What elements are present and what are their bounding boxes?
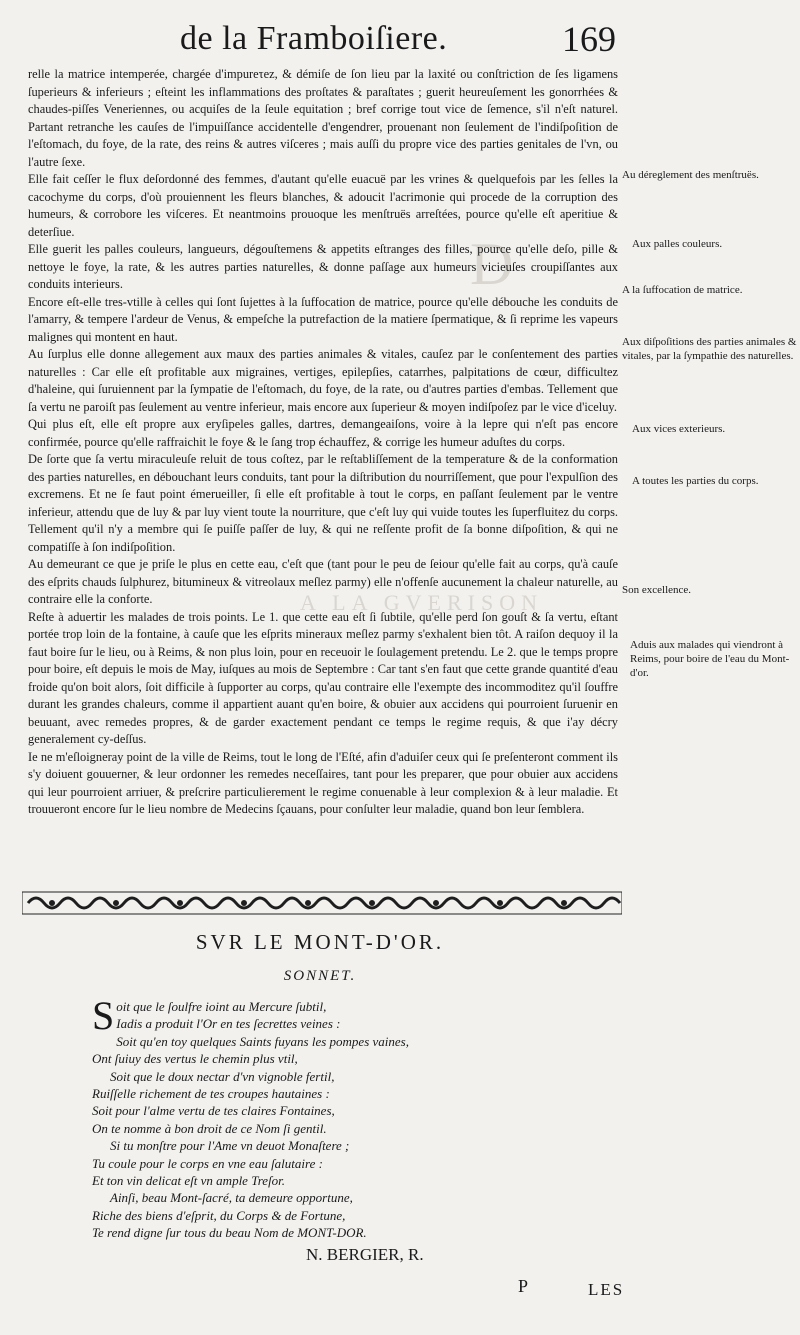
drop-cap: S — [92, 993, 115, 1038]
margin-note: Au déreglement des menſtruës. — [622, 169, 759, 181]
sonnet-title: SVR LE MONT-D'OR. — [195, 930, 445, 954]
sonnet-line: Si tu monſtre pour l'Ame vn deuot Monaſtere ; — [110, 1138, 350, 1154]
paragraph: Reſte à aduertir les malades de trois points. Le 1. que cette eau eſt ſi ſubtile, qu'elle perd ſon gouſt & ſa vertu, eſtant portée trop loin de la fontaine, à cauſe que les eſprits mineraux meſlez parmy s'exhalent bien tôt. A raiſon dequoy il la faut boire ſur le lieu, ou à Reims, & non plus loin, pour en receuoir le ſoulagement pretendu. Le 2. que le temps propre pour boire, eſt depuis le mois de May, iuſques au mois de Septembre : Car tant s'en faut que cette grande quantité d'eau froide qu'on boit alors, ſoit difficile à ſupporter au corps, qu'au contraire elle l'exempte des incommoditez qu'il ſouffre durant les grandes chaleurs, comme il appartient auant qu'en boire, & obuier aux accidens qui pourroient ſuruenir en beuuant, avec remedes propres, & de garder exactement pendant ce temps le regime requis, & que i'ay décry generalement cy-deſſus. — [28, 609, 618, 746]
paragraph: Qui plus eſt, elle eſt propre aux eryſipeles galles, dartres, demangeaiſons, voire à la lepre qui n'eſt pas encore confirmée, pource qu'elle raffraichit le foye & le ſang trop échauffez, & corrige les humeur aduſtes du corps. — [28, 417, 618, 449]
running-head: de la Framboiſiere. — [180, 20, 448, 57]
paragraph: Encore eſt-elle tres-vtille à celles qui ſont ſujettes à la ſuffocation de matrice, pource qu'elle débouche les conduits de l'amarry, & tempere l'ardeur de Venus, & empeſche la putrefaction de la matiere ſpermatique, & ſi reprime les vapeurs malignes qui montent en haut. — [28, 294, 618, 344]
paragraph: Au demeurant ce que je priſe le plus en cette eau, c'eſt que (tant pour le peu de ſeiour qu'elle fait au corps, qu'à cauſe des eſprits chauds ſulphurez, bitumineux & vitreolaux meſlez parmy) elle n'offenſe aucunement la chaleur naturelle, au contraire elle la conforte. — [28, 557, 618, 606]
sonnet-line: Te rend digne ſur tous du beau Nom de MONT-DOR. — [92, 1225, 367, 1241]
ornament-graphic — [22, 888, 622, 918]
margin-note: A toutes les parties du corps. — [632, 475, 759, 487]
paragraph: Elle fait ceſſer le flux deſordonné des femmes, d'autant qu'elle euacuë par les vrines & quelquefois par les ſelles la cacochyme du corps, d'où prouiennent les fleurs blanches, & adoucit l'acrimonie qui procede de la corruption des humeurs, & corrobore les viſceres. Et neantmoins prouoque les menſtruës arreſtées, pource qu'elle eſt aperitiue & deterſiue. — [28, 172, 618, 239]
ornamental-band — [22, 888, 622, 918]
margin-note: Aduis aux malades qui viendront à Reims, pour boire de l'eau du Mont-d'or. — [630, 639, 790, 679]
sonnet-line: Soit qu'en toy quelques Saints fuyans les pompes vaines, — [116, 1033, 409, 1049]
signature-mark: P — [518, 1276, 529, 1296]
sonnet-line: Tu coule pour le corps en vne eau ſalutaire : — [92, 1155, 323, 1171]
paragraph: Elle guerit les palles couleurs, langueurs, dégouſtemens & appetits eſtranges des filles, pource qu'elle deſo, pille & nettoye le foye, la rate, & les autres parties naturelles, & donne paſſage aux humeurs vicieuſes croupiſſantes aux conduits interieurs. — [28, 242, 618, 291]
paragraph: relle la matrice intemperée, chargée d'impureτez, & démiſe de ſon lieu par la laxité ou conſtriction de ſes ligamens ſuperieurs & inferieurs ; eſteint les inflammations des proſtates & paraſtates ; guerit heureuſement les gonorrhées & chaudes-piſſes Veneriennes, ou acquiſes de la ſeule equitation ; bref corrige tout vice de ſemence, s'il n'eſt naturel. Partant retranche les cauſes de l'impuiſſance accidentelle d'engendrer, prouenant non ſeulement de l'indiſpoſition de l'eſtomach, du foye, de la rate, des reins & autres viſceres ; mais auſſi du propre vice des parties genitales de l'vn, ou l'autre ſexe. — [28, 67, 618, 169]
paragraph: Au ſurplus elle donne allegement aux maux des parties animales & vitales, cauſez par le conſentement des parties naturelles : Car elle eſt profitable aux migraines, vertiges, epilepſies, catarrhes, palpitations de cœur, difficultez d'haleine, qui ſuruiennent par la ſympatie de l'eſtomach, du foye, de la rate, ou d'autres parties d'embas. Tellement que ſa vertu ne paroiſt pas ſeulement au ventre inferieur, mais encore aux ſuperieur & moyen indiſpoſez par le vice d'iceluy. — [28, 347, 618, 414]
sonnet-line: Ruiſſelle richement de tes croupes hautaines : — [92, 1086, 330, 1102]
bleed-through-text: A LA GVERISON — [300, 590, 544, 615]
catchword: LES — [588, 1280, 625, 1299]
sonnet-signature: N. BERGIER, R. — [306, 1245, 424, 1264]
sonnet-line: Ont ſuiuy des vertus le chemin plus vtil, — [92, 1051, 298, 1067]
body-text — [28, 66, 618, 819]
margin-note: Aux diſpoſitions des parties animales & vitales, par la ſympathie des naturelles. — [622, 336, 797, 362]
margin-note: A la ſuffocation de matrice. — [622, 284, 743, 296]
sonnet-line: Ainſi, beau Mont-ſacré, ta demeure opportune, — [110, 1190, 353, 1206]
sonnet-line: Soit que le doux nectar d'vn vignoble fertil, — [110, 1068, 335, 1084]
sonnet-body — [92, 993, 612, 1242]
sonnet-line: Iadis a produit l'Or en tes ſecrettes veines : — [116, 1016, 341, 1032]
sonnet-line: On te nomme à bon droit de ce Nom ſi gentil. — [92, 1120, 327, 1136]
margin-note: Aux vices exterieurs. — [632, 423, 726, 435]
sonnet-line: oit que le ſoulfre ioint au Mercure ſubtil, — [116, 999, 327, 1014]
sonnet-label: SONNET. — [283, 968, 357, 984]
bleed-through-text: D — [470, 231, 514, 297]
paragraph: Ie ne m'eſloigneray point de la ville de Reims, tout le long de l'Eſté, afin d'aduiſer ceux qui ſe preſenteront comment ils s'y doiuent gouuerner, & leur ordonner les remedes neceſſaires, tant pour les preparer, que pour obuier aux accidens qui leur pourroient arriuer, & preſcrire particulierement le regime conuenable à leur complexion & à leur maladie. Et trouueront encore ſur le lieu nombre de Medecins ſçauans, pour conſulter leur maladie, quand bon leur ſemblera. — [28, 749, 618, 816]
sonnet-line: Et ton vin delicat eſt vn ample Treſor. — [92, 1173, 286, 1189]
sonnet-line: Riche des biens d'eſprit, du Corps & de Fortune, — [92, 1207, 346, 1223]
margin-note: Aux palles couleurs. — [632, 238, 723, 250]
paragraph: De ſorte que ſa vertu miraculeuſe reluit de tous coſtez, par le reſtabliſſement de la temperature & de la conformation des parties naturelles, en débouchant leurs conduits, tant pour la diſtribution du nourriſſement, que pour l'expulſion des excremens. Et ne ſe faut point émerueiller, ſi elle eſt profitable à tout le corps, en paſſant ſeulement par le ventre inferieur, attendu que de luy & par luy vient toute la nourriture, que c'eſt luy qui vuide toutes les ſuperfluitez du corps. Tellement qu'il n'y a membre qui ſe puiſſe paſſer de luy, & qui ne reſſente profit de ſa bonne diſpoſition, & qui ne compatiſſe à ſon indiſpoſition. — [28, 452, 618, 554]
margin-note: Son excellence. — [622, 584, 692, 596]
sonnet-line: Soit pour l'alme vertu de tes claires Fontaines, — [92, 1103, 335, 1119]
page-number: 169 — [562, 19, 616, 59]
